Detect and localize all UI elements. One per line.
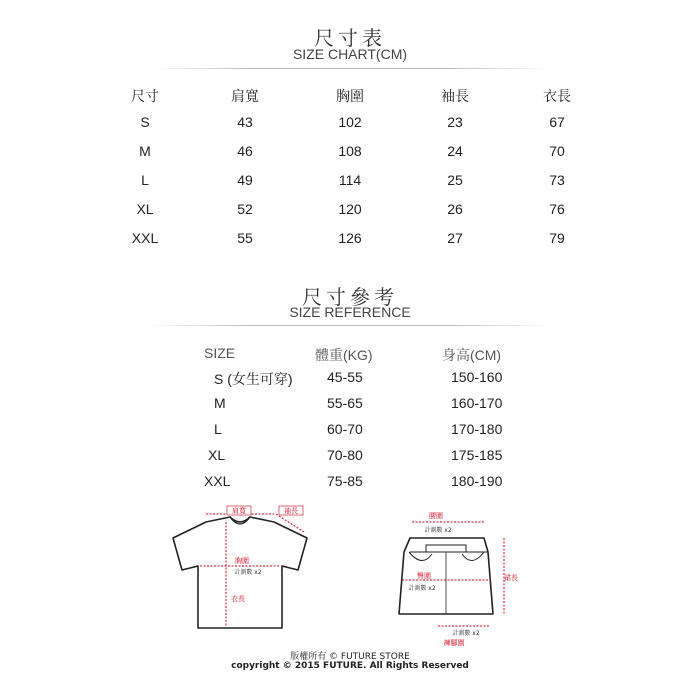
table-cell: 126 bbox=[338, 230, 362, 246]
skirt-diagram bbox=[392, 508, 527, 653]
skirt-length-label: 裙長 bbox=[504, 574, 518, 582]
chest-label: 胸圍 bbox=[235, 557, 249, 565]
table-cell: 76 bbox=[549, 201, 565, 217]
ref-header-weight: 體重(KG) bbox=[315, 347, 373, 363]
table-cell: 46 bbox=[237, 143, 253, 159]
ref-cell: 75-85 bbox=[327, 473, 363, 489]
table-cell: XL bbox=[136, 201, 154, 217]
ref-cell: 180-190 bbox=[451, 473, 503, 489]
shoulder-label: 肩寬 bbox=[232, 507, 246, 515]
table-cell: XXL bbox=[131, 230, 159, 246]
hip-note: 計測數 x2 bbox=[408, 585, 436, 592]
header-length: 衣長 bbox=[543, 88, 571, 104]
table-cell: M bbox=[139, 143, 151, 159]
sleeve-label: 袖長 bbox=[284, 507, 298, 515]
ref-cell: 70-80 bbox=[327, 447, 363, 463]
table-cell: 52 bbox=[237, 201, 253, 217]
ref-cell: XXL bbox=[204, 473, 231, 489]
size-chart-subtitle: SIZE CHART(CM) bbox=[292, 46, 408, 62]
table-cell: S bbox=[140, 114, 150, 130]
table-cell: L bbox=[141, 172, 149, 188]
copyright-line-2: copyright © 2015 FUTURE. All Rights Reserved bbox=[231, 661, 469, 671]
ref-header-height: 身高(CM) bbox=[442, 347, 502, 363]
length-label: 衣長 bbox=[231, 595, 245, 603]
table-cell: 108 bbox=[338, 143, 362, 159]
table-cell: 73 bbox=[549, 172, 565, 188]
ref-cell: 150-160 bbox=[451, 369, 503, 385]
ref-cell: 175-185 bbox=[451, 447, 503, 463]
table-cell: 26 bbox=[447, 201, 463, 217]
table-cell: 120 bbox=[338, 201, 362, 217]
ref-cell: 170-180 bbox=[451, 421, 503, 437]
waist-label: 腰圍 bbox=[429, 512, 443, 520]
table-cell: 70 bbox=[549, 143, 565, 159]
waist-note: 計測數 x2 bbox=[424, 527, 452, 534]
table-cell: 24 bbox=[447, 143, 463, 159]
size-reference-subtitle: SIZE REFERENCE bbox=[289, 304, 411, 320]
ref-cell: M bbox=[214, 395, 226, 411]
header-size: 尺寸 bbox=[131, 88, 159, 104]
ref-cell: 60-70 bbox=[327, 421, 363, 437]
table-cell: 102 bbox=[338, 114, 362, 130]
table-cell: 55 bbox=[237, 230, 253, 246]
table-cell: 25 bbox=[447, 172, 463, 188]
hem-note: 計測數 x2 bbox=[452, 630, 480, 637]
table-cell: 114 bbox=[338, 172, 362, 188]
ref-cell: 160-170 bbox=[451, 395, 503, 411]
ref-cell: 45-55 bbox=[327, 369, 363, 385]
hem-label: 褲腳圍 bbox=[443, 639, 465, 647]
header-chest: 胸圍 bbox=[336, 88, 364, 104]
table-cell: 49 bbox=[237, 172, 253, 188]
header-shoulder: 肩寬 bbox=[231, 88, 259, 104]
ref-header-size: SIZE bbox=[204, 345, 236, 361]
table-cell: 23 bbox=[447, 114, 463, 130]
table-cell: 43 bbox=[237, 114, 253, 130]
table-cell: 67 bbox=[549, 114, 565, 130]
ref-cell: 55-65 bbox=[327, 395, 363, 411]
size-chart-divider bbox=[150, 68, 550, 69]
size-reference-divider bbox=[150, 325, 550, 326]
tshirt-diagram bbox=[170, 500, 320, 640]
ref-cell: S (女生可穿) bbox=[214, 371, 293, 387]
size-reference-title: 尺寸參考 bbox=[302, 285, 398, 309]
table-cell: 79 bbox=[549, 230, 565, 246]
table-cell: 27 bbox=[447, 230, 463, 246]
ref-cell: L bbox=[214, 421, 222, 437]
hip-label: 臀圍 bbox=[417, 572, 431, 580]
header-sleeve: 袖長 bbox=[441, 88, 469, 104]
size-chart-title: 尺寸表 bbox=[314, 26, 386, 50]
ref-cell: XL bbox=[208, 447, 226, 463]
chest-note: 計測數 x2 bbox=[234, 569, 262, 576]
copyright-line-1: 版權所有 © FUTURE STORE bbox=[290, 652, 410, 662]
